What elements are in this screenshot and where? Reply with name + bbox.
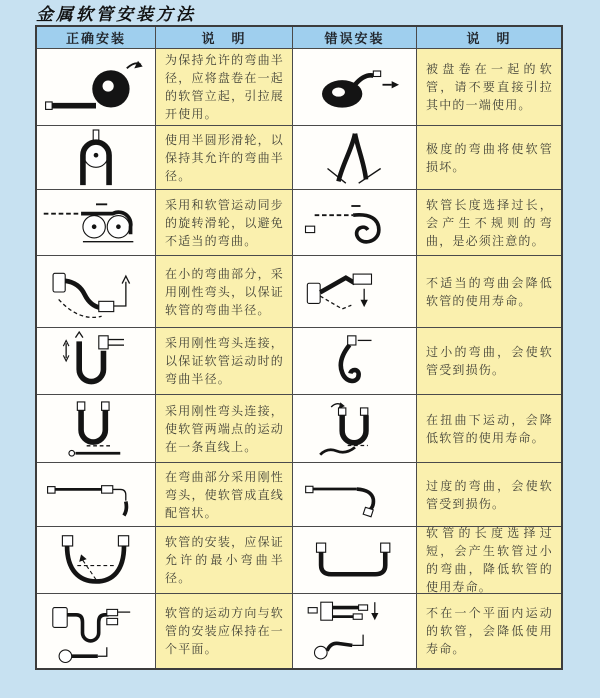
hose-excess-loop-icon bbox=[300, 195, 410, 250]
page-title: 金属软管安装方法 bbox=[36, 5, 196, 25]
hose-twisted-u-icon bbox=[300, 399, 410, 459]
header-note-1: 说 明 bbox=[156, 27, 293, 49]
hose-short-flat-u-icon bbox=[300, 532, 410, 589]
correct-illustration-cell bbox=[37, 126, 156, 190]
correct-illustration-cell bbox=[37, 328, 156, 395]
correct-note bbox=[156, 395, 293, 463]
wrong-note bbox=[417, 190, 561, 256]
wrong-illustration-cell bbox=[293, 594, 417, 668]
installation-table bbox=[35, 25, 563, 670]
hose-out-of-plane-icon bbox=[299, 595, 411, 667]
hose-coil-unrolled-icon bbox=[40, 53, 152, 121]
wrong-illustration-cell bbox=[293, 395, 417, 463]
correct-note bbox=[156, 328, 293, 395]
wrong-note-text: 被盘卷在一起的软管，请不要直接引拉其中的一端使用。 bbox=[426, 62, 553, 112]
wrong-note-text: 过小的弯曲，会使软管受到损伤。 bbox=[426, 345, 553, 377]
hose-u-inline-ends-icon bbox=[40, 399, 152, 459]
correct-note bbox=[156, 594, 293, 668]
wrong-note bbox=[417, 256, 561, 328]
correct-illustration-cell bbox=[37, 527, 156, 594]
hose-in-plane-trap-icon bbox=[39, 595, 153, 667]
hose-pulley-icon bbox=[40, 129, 152, 187]
wrong-note-text: 软管的长度选择过短，会产生软管过小的弯曲，降低软管的使用寿命。 bbox=[426, 527, 553, 594]
hose-straight-elbow-icon bbox=[40, 468, 152, 522]
wrong-note-text: 软管长度选择过长，会产生不规则的弯曲，是必须注意的。 bbox=[426, 197, 553, 248]
correct-note-text: 采用刚性弯头连接，使软管两端点的运动在一条直线上。 bbox=[165, 403, 284, 454]
correct-note bbox=[156, 463, 293, 527]
correct-note-text: 在小的弯曲部分，采用刚性弯头，以保证软管的弯曲半径。 bbox=[165, 266, 284, 317]
wrong-note bbox=[417, 527, 561, 594]
hose-sharp-bend-icon bbox=[300, 263, 410, 320]
hose-u-loop-elbow-icon bbox=[40, 330, 152, 392]
wrong-note bbox=[417, 395, 561, 463]
correct-note-text: 在弯曲部分采用刚性弯头，使软管成直线配管状。 bbox=[165, 469, 284, 520]
correct-note bbox=[156, 49, 293, 126]
correct-illustration-cell bbox=[37, 395, 156, 463]
correct-illustration-cell bbox=[37, 256, 156, 328]
wrong-note bbox=[417, 126, 561, 190]
correct-note-text: 为保持允许的弯曲半径，应将盘卷在一起的软管立起，引拉展开使用。 bbox=[165, 53, 284, 121]
hose-rigid-elbow-bend-icon bbox=[40, 260, 152, 324]
hose-tiny-bend-icon bbox=[300, 333, 410, 390]
wrong-note bbox=[417, 463, 561, 527]
wrong-note bbox=[417, 594, 561, 668]
wrong-note-text: 过度的弯曲，会使软管受到损伤。 bbox=[426, 478, 553, 511]
hose-droop-bend-icon bbox=[300, 468, 410, 521]
hose-min-radius-u-icon bbox=[40, 531, 152, 589]
wrong-illustration-cell bbox=[293, 190, 417, 256]
header-note-2: 说 明 bbox=[417, 27, 561, 49]
correct-note-text: 使用半圆形滑轮，以保持其允许的弯曲半径。 bbox=[165, 132, 284, 183]
correct-illustration-cell bbox=[37, 463, 156, 527]
correct-note bbox=[156, 256, 293, 328]
wrong-note-text: 不在一个平面内运动的软管，会降低使用寿命。 bbox=[426, 606, 553, 656]
wrong-illustration-cell bbox=[293, 527, 417, 594]
correct-illustration-cell bbox=[37, 594, 156, 668]
wrong-note-text: 在扭曲下运动，会降低软管的使用寿命。 bbox=[426, 412, 553, 445]
correct-note-text: 采用和软管运动同步的旋转滑轮，以避免不适当的弯曲。 bbox=[165, 197, 284, 248]
correct-note-text: 软管的运动方向与软管的安装应保持在一个平面。 bbox=[165, 606, 284, 656]
wrong-note bbox=[417, 49, 561, 126]
correct-illustration-cell bbox=[37, 190, 156, 256]
wrong-illustration-cell bbox=[293, 328, 417, 395]
correct-note bbox=[156, 527, 293, 594]
wrong-illustration-cell bbox=[293, 463, 417, 527]
correct-note-text: 采用刚性弯头连接，以保证软管运动时的弯曲半径。 bbox=[165, 336, 284, 386]
correct-illustration-cell bbox=[37, 49, 156, 126]
wrong-note-text: 极度的弯曲将使软管损坏。 bbox=[426, 141, 553, 174]
hose-extreme-bend-icon bbox=[300, 130, 410, 185]
wrong-note-text: 不适当的弯曲会降低软管的使用寿命。 bbox=[426, 275, 553, 308]
hose-rollers-icon bbox=[40, 195, 152, 251]
wrong-illustration-cell bbox=[293, 126, 417, 190]
hose-coil-pulled-end-icon bbox=[300, 59, 410, 116]
correct-note-text: 软管的安装，应保证允许的最小弯曲半径。 bbox=[165, 535, 284, 585]
correct-note bbox=[156, 126, 293, 190]
wrong-note bbox=[417, 328, 561, 395]
header-wrong-install: 错误安装 bbox=[293, 27, 417, 49]
correct-note bbox=[156, 190, 293, 256]
wrong-illustration-cell bbox=[293, 49, 417, 126]
wrong-illustration-cell bbox=[293, 256, 417, 328]
header-correct-install: 正确安装 bbox=[37, 27, 156, 49]
